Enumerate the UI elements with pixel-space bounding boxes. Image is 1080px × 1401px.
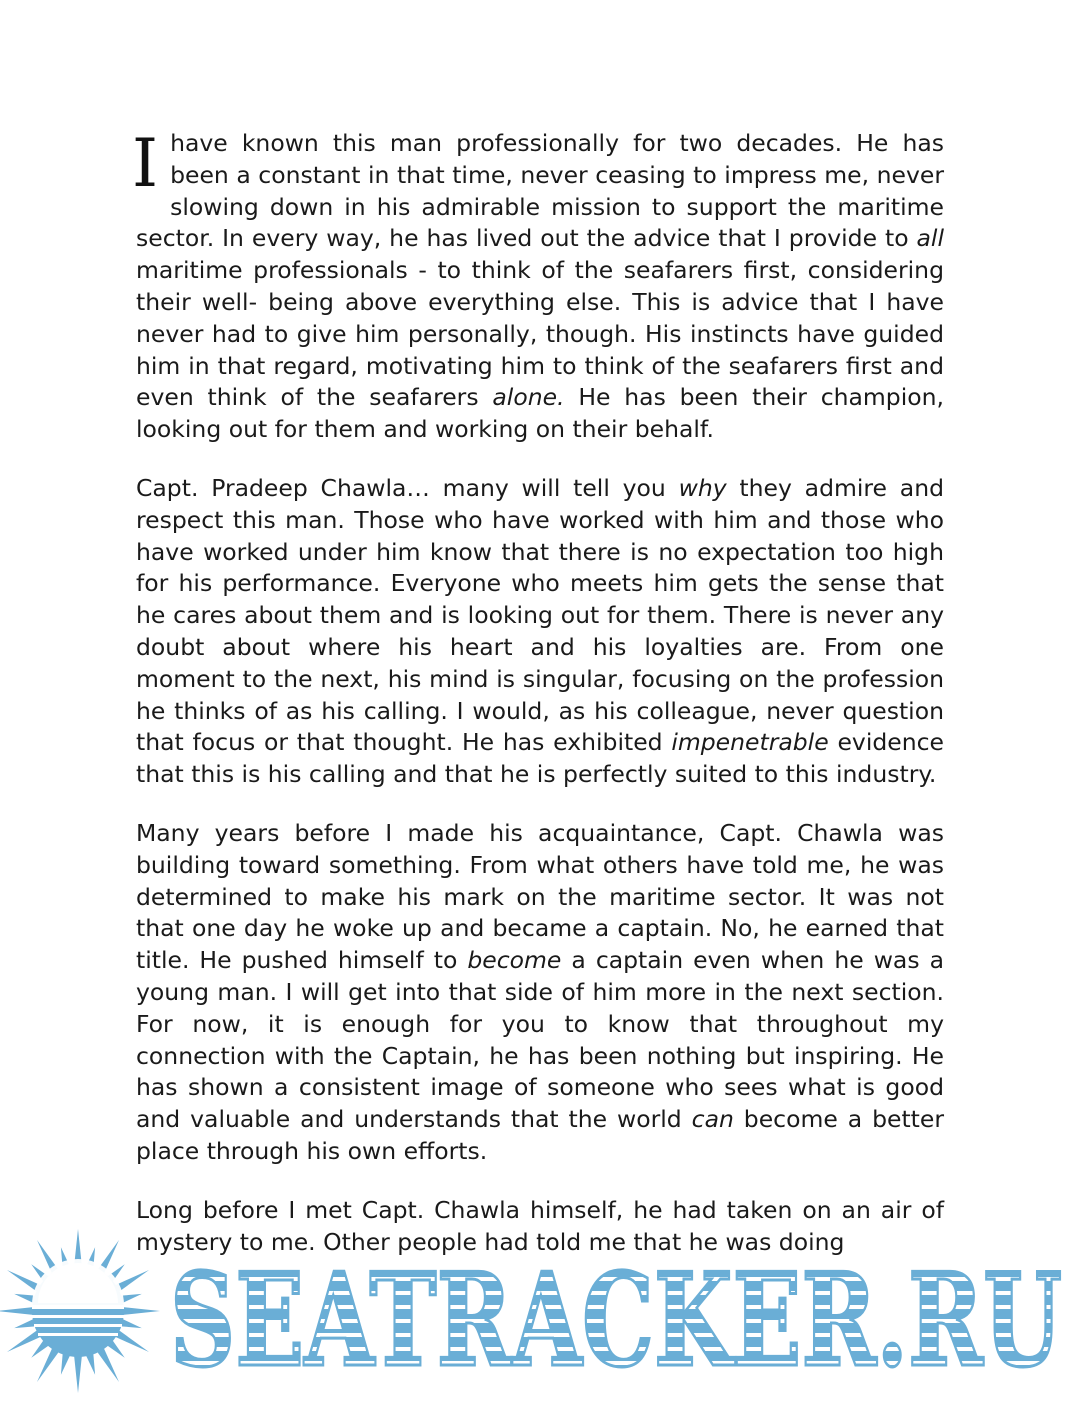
- text-run: have known this man professionally for two decades. He has been a constant in that time, never ceasing to impress me, never slowing down in his admirable mission to support the maritime sector. In every way, he has lived out the advice that I provide to: [136, 129, 944, 253]
- text-run: He has been their champion, looking out for them and working on their behalf.: [136, 383, 944, 444]
- italic-run: become: [467, 946, 562, 975]
- text-run: maritime professionals - to think of the seafarers first, considering their well- being above everything else. This is advice that I have never had to give him personally, though. His instincts have guided him in that regard, motivating him to think of the seafarers first and even think of the seafarers: [136, 256, 944, 412]
- text-run: Many years before I made his acquaintance, Capt. Chawla was building toward something. From what others have told me, he was determined to make his mark on the maritime sector. It was not that one day he woke up and became a captain. No, he earned that title. He pushed himself to: [136, 818, 944, 975]
- text-run: become a better place through his own efforts.: [136, 1105, 944, 1165]
- text-run: evidence that this is his calling and that he is perfectly suited to this industry.: [136, 728, 945, 789]
- document-body: [132, 125, 945, 1285]
- text-run: Capt. Pradeep Chawla… many will tell you: [136, 473, 679, 502]
- sun-icon: [0, 1229, 160, 1393]
- sun-ray: [97, 1347, 120, 1382]
- text-run: Long before I met Capt. Chawla himself, he had taken on an air of mystery to me. Other people had told me that he was doing: [136, 1195, 944, 1256]
- italic-run: can: [691, 1105, 734, 1134]
- sun-ray: [7, 1330, 42, 1353]
- paragraph-3: [136, 818, 944, 1168]
- italic-run: impenetrable: [671, 728, 829, 757]
- text-run: they admire and respect this man. Those who have worked with him and those who have worked under him know that there is no expectation too high for his performance. Everyone who meets him gets the sense that he cares about them and is looking out for them. There is never any doubt about where his heart and his loyalties are. From one moment to the next, his mind is singular, focusing on the profession he thinks of as his calling. I would, as his colleague, never question that focus or that thought. He has exhibited: [136, 473, 945, 757]
- sun-ray: [122, 1307, 160, 1315]
- text-run: a captain even when he was a young man. I will get into that side of him more in the next section. For now, it is enough for you to know that throughout my connection with the Captain, he has been nothing but inspiring. He has shown a consistent image of someone who sees what is good and valuable and understands that the world: [136, 946, 944, 1134]
- watermark-graphic: [0, 1225, 1080, 1397]
- sun-ray: [74, 1355, 82, 1393]
- watermark: [0, 1225, 1080, 1397]
- italic-run: why: [678, 473, 727, 502]
- sun-ray: [37, 1347, 60, 1382]
- sun-ray: [0, 1307, 34, 1315]
- drop-cap: I: [132, 125, 159, 202]
- italic-run: alone.: [492, 383, 565, 412]
- watermark-text: SEATRACKER.RU: [170, 1246, 1062, 1396]
- sun-ray: [114, 1330, 149, 1353]
- paragraph-2: [136, 473, 944, 791]
- paragraph-1: [132, 125, 944, 446]
- italic-run: all: [916, 224, 944, 253]
